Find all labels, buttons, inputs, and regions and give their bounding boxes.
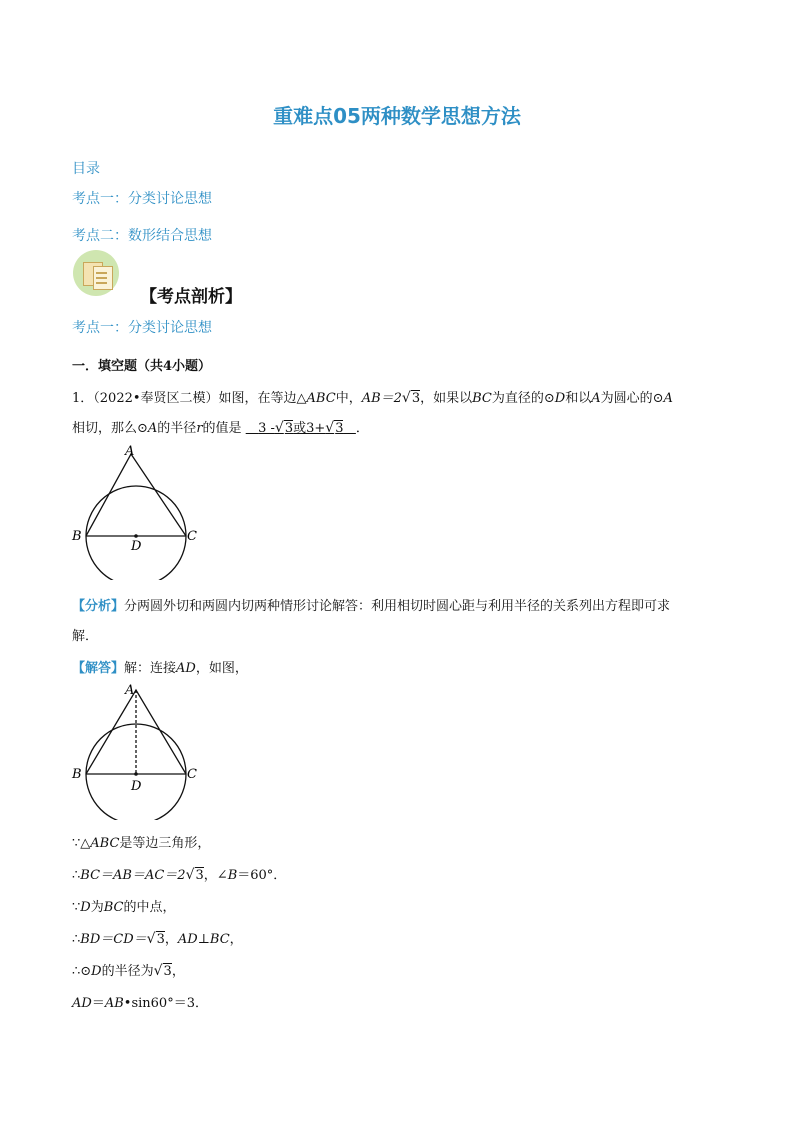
figure2-label-a: A xyxy=(125,683,135,698)
step-6: AD＝AB•sin60°＝3． xyxy=(72,996,208,1011)
solution-line: 【解答】解：连接AD，如图， xyxy=(72,661,248,676)
step-4: ∴BD＝CD＝√3，AD⊥BC， xyxy=(72,931,243,947)
part-heading: 一．填空题（共4小题） xyxy=(72,359,212,374)
step-2: ∴BC＝AB＝AC＝2√3，∠B＝60°． xyxy=(72,867,287,883)
analysis-line-1: 【分析】分两圆外切和两圆内切两种情形讨论解答：利用相切时圆心距与利用半径的关系列出方程即可求 xyxy=(72,599,671,614)
problem-line-2: 相切，那么⊙A的半径r的值是 3 -√3或3+√3 ． xyxy=(72,420,369,436)
figure1-label-a: A xyxy=(125,444,135,459)
figure1-label-b: B xyxy=(72,529,82,544)
step-3: ∵D为BC的中点， xyxy=(72,900,176,915)
figure-2 xyxy=(70,680,210,820)
page-title: 重难点05两种数学思想方法 xyxy=(273,104,521,128)
figure-1 xyxy=(70,440,210,580)
figure2-label-b: B xyxy=(72,767,82,782)
toc-item-2[interactable]: 考点二：数形结合思想 xyxy=(72,228,212,244)
figure2-label-c: C xyxy=(187,767,197,782)
problem-line-1: 1．（2022•奉贤区二模）如图，在等边△ABC中，AB＝2√3，如果以BC为直径的⊙D和以A为圆心的⊙A xyxy=(72,390,673,406)
analysis-line-2: 解． xyxy=(72,629,99,644)
toc-item-1[interactable]: 考点一：分类讨论思想 xyxy=(72,191,212,207)
figure1-label-c: C xyxy=(187,529,197,544)
step-5: ∴⊙D的半径为√3， xyxy=(72,963,185,979)
figure1-label-d: D xyxy=(131,539,142,554)
section-title: 考点一：分类讨论思想 xyxy=(72,320,212,336)
figure2-label-d: D xyxy=(131,779,142,794)
step-1: ∵△ABC是等边三角形， xyxy=(72,836,211,851)
analysis-badge-icon xyxy=(73,250,119,296)
toc-heading[interactable]: 目录 xyxy=(72,161,100,177)
answer-blank: 3 -√3或3+√3 xyxy=(258,420,344,436)
analysis-section-heading: 【考点剖析】 xyxy=(140,287,242,307)
